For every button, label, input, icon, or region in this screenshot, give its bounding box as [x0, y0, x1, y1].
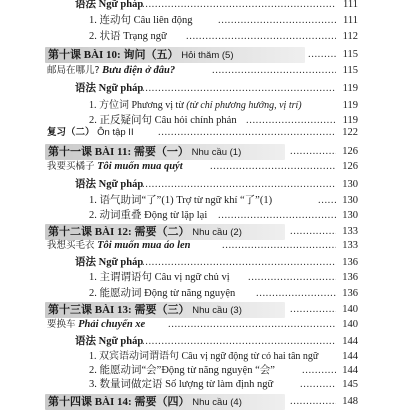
page-number: 115 — [342, 49, 358, 60]
grammar-label — [75, 335, 143, 349]
toc-lesson-row[interactable] — [0, 302, 400, 318]
leader-dots — [256, 287, 336, 301]
toc-item-text: 1. 双宾语动词谓语句 Câu vị ngữ động từ có hai tân ngữ — [89, 351, 319, 362]
toc-dialog-row[interactable] — [0, 64, 400, 78]
lesson-title-sub: Nhu cầu (2) — [192, 227, 242, 238]
grammar-label-cn: 语法 — [75, 179, 96, 190]
toc-item-row[interactable] — [0, 378, 400, 392]
dialog-title-cn: 要换车 — [47, 319, 76, 330]
lesson-title-main: 第十二课 BÀI 12: 需要（二） — [48, 226, 190, 238]
grammar-label-vn: Ngữ pháp — [98, 83, 144, 94]
page-number: 130 — [342, 210, 358, 221]
dialog-title-vn: Bưu điện ở đâu? — [102, 65, 176, 76]
page-number: 130 — [342, 195, 358, 206]
review-title-vn: Ôn tập II — [97, 127, 134, 138]
page-number: 136 — [342, 272, 358, 283]
dialog-title-vn: Tôi muốn mua quýt — [97, 161, 183, 172]
toc-grammar-row[interactable] — [0, 178, 400, 192]
lesson-title-main: 第十课 BÀI 10: 询问（五） — [48, 49, 179, 61]
page-number: 144 — [342, 351, 358, 362]
leader-dots — [186, 30, 336, 44]
lesson-title — [48, 302, 242, 319]
page-number: 119 — [342, 115, 358, 126]
page-number: 119 — [342, 100, 358, 111]
toc-item-note: (từ chỉ phương hướng, vị trí) — [186, 100, 302, 111]
toc-item-text: 1. 连动句 Câu liên động — [89, 15, 193, 26]
lesson-title-sub: Nhu cầu (1) — [191, 147, 242, 158]
leader-dots — [290, 394, 336, 410]
toc-item-row[interactable] — [0, 271, 400, 285]
page-number: 140 — [342, 304, 358, 315]
grammar-label-vn: Ngữ pháp — [98, 179, 144, 190]
page-number: 111 — [343, 0, 358, 10]
leader-dots — [290, 144, 336, 160]
toc-item-text: 1. 语气助词“了”(1) Trợ từ ngữ khí “了”(1) — [89, 195, 273, 206]
toc-item-text: 2. 能愿动词 Động từ năng nguyện — [89, 288, 236, 299]
leader-dots — [142, 256, 336, 270]
grammar-label — [75, 82, 143, 96]
toc-lesson-row[interactable] — [0, 394, 400, 410]
toc-item-text: 2. 状语 Trạng ngữ — [89, 31, 167, 42]
page-number: 126 — [342, 146, 358, 157]
grammar-label-vn: Ngữ pháp — [98, 257, 144, 268]
leader-dots — [290, 302, 336, 318]
grammar-label — [75, 178, 143, 192]
review-title — [47, 126, 134, 140]
leader-dots — [222, 239, 336, 253]
toc-grammar-row[interactable] — [0, 0, 400, 12]
dialog-title-cn: 我想买毛衣 — [47, 240, 95, 251]
leader-dots — [290, 224, 336, 240]
toc-item-text: 1. 主谓谓语句 Câu vị ngữ chủ vị — [89, 272, 230, 283]
grammar-label-cn: 语法 — [75, 336, 96, 347]
page-number: 136 — [342, 257, 358, 268]
toc-item-text: 2. 正反疑问句 Câu hỏi chính phản — [89, 115, 237, 126]
grammar-label-vn: Ngữ pháp — [98, 0, 144, 10]
toc-item-row[interactable] — [0, 30, 400, 44]
toc-item-row[interactable] — [0, 364, 400, 378]
page-number: 115 — [342, 65, 358, 76]
lesson-title-sub: Hỏi thăm (5) — [181, 50, 234, 61]
page-number: 136 — [342, 288, 358, 299]
page-number: 112 — [342, 31, 358, 42]
toc-item-text: 3. 数量词做定语 Số lượng từ làm định ngữ — [89, 379, 274, 390]
review-title-cn: 复习（二） — [47, 127, 95, 138]
page-number: 126 — [342, 161, 358, 172]
page-number: 145 — [342, 379, 358, 390]
dialog-title-cn: 我要买橘子 — [47, 161, 95, 172]
leader-dots — [300, 378, 336, 392]
leader-dots — [142, 82, 336, 96]
lesson-title-main: 第十三课 BÀI 13: 需要（三） — [48, 304, 190, 316]
toc-review-row[interactable] — [0, 126, 400, 140]
leader-dots — [142, 0, 336, 12]
leader-dots — [218, 14, 336, 28]
leader-dots — [218, 209, 336, 223]
page-number: 148 — [342, 396, 358, 407]
page-number: 133 — [342, 226, 358, 237]
dialog-title — [47, 239, 191, 253]
toc-item-row[interactable] — [0, 350, 400, 364]
toc-item-text: 2. 动词重叠 Động từ lặp lại — [89, 210, 208, 221]
lesson-title-main: 第十一课 BÀI 11: 需要（一） — [48, 146, 189, 158]
grammar-label-cn: 语法 — [75, 83, 96, 94]
lesson-title-sub: Nhu cầu (4) — [192, 397, 242, 408]
page-number: 122 — [342, 127, 358, 138]
lesson-title-main: 第十四课 BÀI 14: 需要（四） — [48, 396, 190, 408]
leader-dots — [318, 194, 336, 208]
leader-dots — [210, 160, 336, 174]
dialog-title — [47, 64, 175, 78]
dialog-title-vn: Tôi muốn mua áo len — [97, 240, 191, 251]
toc-grammar-row[interactable] — [0, 82, 400, 96]
leader-dots — [158, 126, 336, 140]
leader-dots — [302, 364, 336, 378]
dialog-title-cn: 邮局在哪儿? — [47, 65, 100, 76]
leader-dots — [142, 178, 336, 192]
grammar-label-cn: 语法 — [75, 257, 96, 268]
lesson-title-sub: Nhu cầu (3) — [192, 305, 242, 316]
page-number: 119 — [342, 83, 358, 94]
toc-item-text: 2. 能愿动词“会”Động từ năng nguyện “会” — [89, 365, 275, 376]
toc-item-row[interactable] — [0, 194, 400, 208]
toc-lesson-row[interactable] — [0, 144, 400, 160]
toc-grammar-row[interactable] — [0, 335, 400, 349]
page-number: 140 — [342, 319, 358, 330]
dialog-title — [47, 160, 183, 174]
page-number: 130 — [342, 179, 358, 190]
page-number: 111 — [343, 15, 358, 26]
toc-item-row[interactable] — [0, 14, 400, 28]
dialog-title-vn: Phải chuyển xe — [78, 319, 146, 330]
leader-dots — [212, 64, 336, 78]
leader-dots — [248, 271, 336, 285]
lesson-title — [48, 47, 234, 64]
toc-dialog-row[interactable] — [0, 318, 400, 332]
toc-item-row[interactable] — [0, 99, 400, 113]
grammar-label — [75, 256, 143, 270]
leader-dots — [308, 47, 336, 63]
grammar-label — [75, 0, 143, 12]
lesson-title — [48, 394, 242, 411]
dialog-title — [47, 318, 145, 332]
page-number: 144 — [342, 336, 358, 347]
toc-lesson-row[interactable] — [0, 224, 400, 240]
toc-item-row[interactable] — [0, 209, 400, 223]
toc-grammar-row[interactable] — [0, 256, 400, 270]
grammar-label-vn: Ngữ pháp — [98, 336, 144, 347]
toc-lesson-row[interactable] — [0, 47, 400, 63]
toc-item-main: 1. 方位词 Phương vị từ — [89, 100, 184, 111]
page-number: 133 — [342, 240, 358, 251]
leader-dots — [168, 318, 336, 332]
grammar-label-cn: 语法 — [75, 0, 96, 10]
lesson-title — [48, 144, 241, 161]
toc-item-text — [89, 99, 302, 113]
toc-dialog-row[interactable] — [0, 239, 400, 253]
leader-dots — [142, 335, 336, 349]
page-number: 144 — [342, 365, 358, 376]
toc-item-row[interactable] — [0, 287, 400, 301]
toc-dialog-row[interactable] — [0, 160, 400, 174]
